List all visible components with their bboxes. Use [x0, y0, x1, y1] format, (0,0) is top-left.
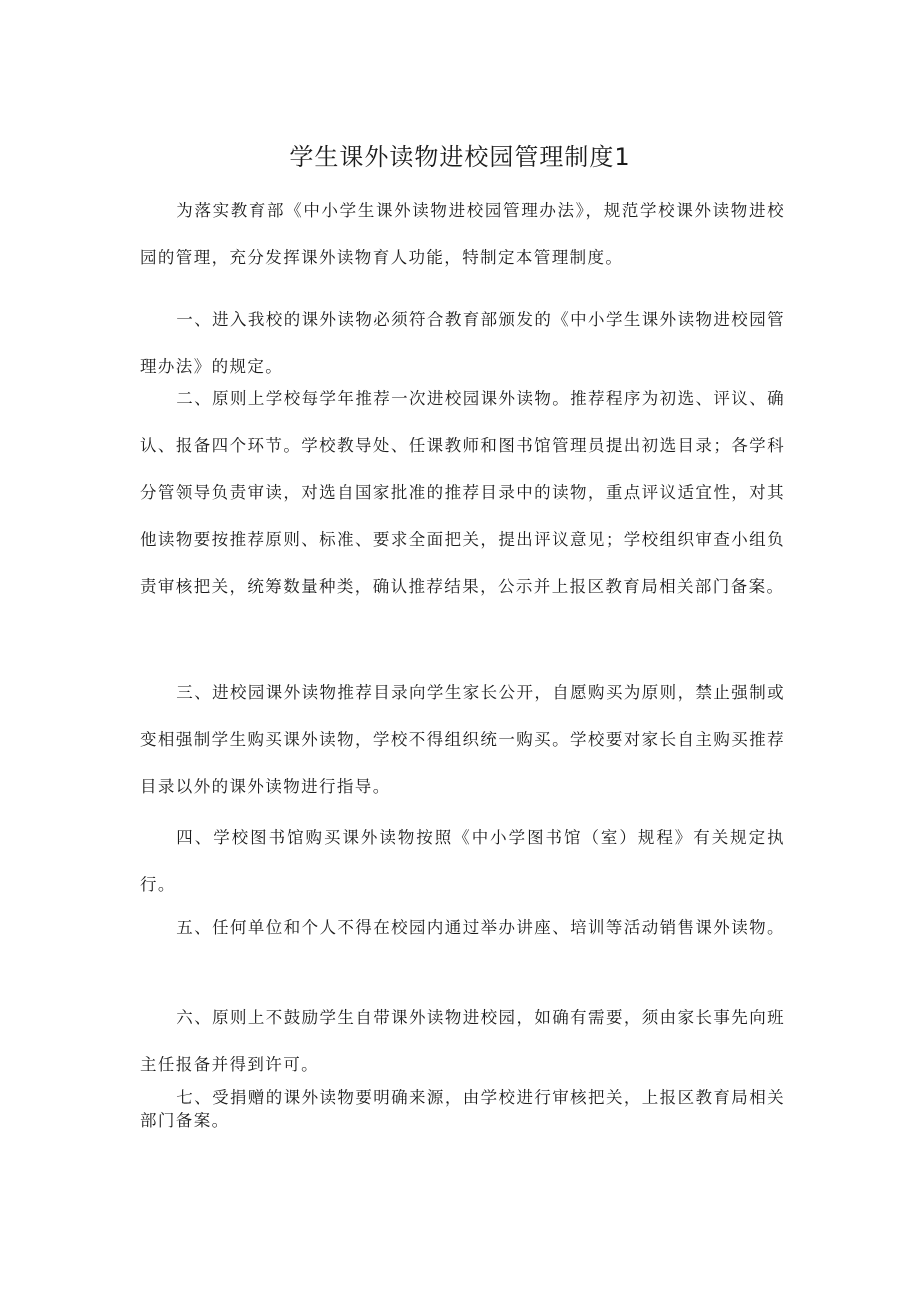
paragraph-rule-5: 五、任何单位和个人不得在校园内通过举办讲座、培训等活动销售课外读物。 [176, 918, 785, 937]
paragraph-rule-3: 三、进校园课外读物推荐目录向学生家长公开，自愿购买为原则，禁止强制或变相强制学生购买课外读物，学校不得组织统一购买。学校要对家长自主购买推荐目录以外的课外读物进行指导。 [140, 683, 785, 796]
paragraph-rule-2: 二、原则上学校每学年推荐一次进校园课外读物。推荐程序为初选、评议、确认、报备四个环节。学校教导处、任课教师和图书馆管理员提出初选目录；各学科分管领导负责审读，对选自国家批准的推荐目录中的读物，重点评议适宜性，对其他读物要按推荐原则、标准、要求全面把关，提出评议意见；学校组织审查小组负责审核把关，统筹数量种类，确认推荐结果，公示并上报区教育局相关部门备案。 [140, 389, 785, 596]
paragraph-rule-4: 四、学校图书馆购买课外读物按照《中小学图书馆（室）规程》有关规定执行。 [140, 828, 785, 894]
document-title: 学生课外读物进校园管理制度1 [289, 143, 631, 171]
paragraph-rule-7: 七、受捐赠的课外读物要明确来源，由学校进行审核把关，上报区教育局相关部门备案。 [140, 1088, 785, 1130]
paragraph-rule-6: 六、原则上不鼓励学生自带课外读物进校园，如确有需要，须由家长事先向班主任报备并得到许可。 [140, 1008, 785, 1074]
paragraph-intro: 为落实教育部《中小学生课外读物进校园管理办法》，规范学校课外读物进校园的管理，充分发挥课外读物育人功能，特制定本管理制度。 [140, 201, 785, 267]
paragraph-rule-1: 一、进入我校的课外读物必须符合教育部颁发的《中小学生课外读物进校园管理办法》的规定。 [140, 310, 785, 376]
